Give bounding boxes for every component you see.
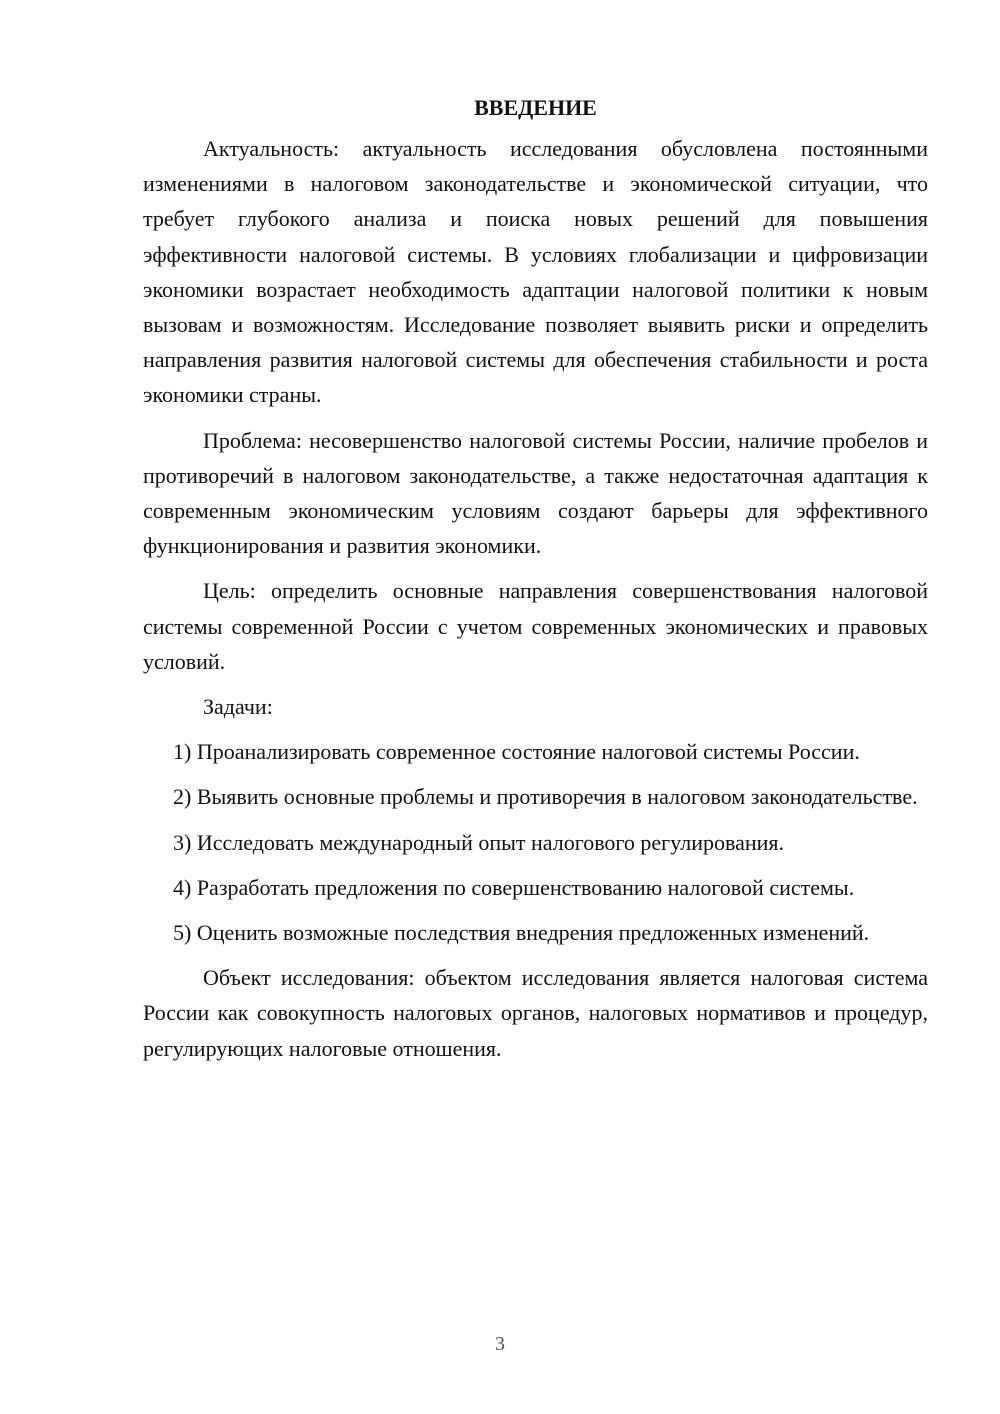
task-item-2: 2) Выявить основные проблемы и противоречия в налоговом законодательстве. [173, 784, 918, 810]
task-item-4: 4) Разработать предложения по совершенствованию налоговой системы. [173, 874, 855, 900]
object-paragraph: Объект исследования: объектом исследования является налоговая система России как совокупность налоговых органов, налоговых нормативов и процедур, регулирующих налоговые отношения. [143, 965, 928, 1061]
problem-paragraph: Проблема: несовершенство налоговой системы России, наличие пробелов и противоречий в налоговом законодательстве, а также недостаточная адаптация к современным экономическим условиям создают барьеры для эффективного функционирования и развития экономики. [143, 427, 928, 559]
goal-paragraph: Цель: определить основные направления совершенствования налоговой системы современной России с учетом современных экономических и правовых условий. [143, 578, 928, 674]
task-item-1: 1) Проанализировать современное состояние налоговой системы России. [173, 739, 860, 765]
document-page [143, 90, 928, 1066]
task-item-3: 3) Исследовать международный опыт налогового регулирования. [173, 829, 785, 855]
page-title: ВВЕДЕНИЕ [474, 95, 597, 120]
tasks-heading: Задачи: [203, 694, 273, 720]
page-number: 3 [495, 1333, 505, 1355]
task-item-5: 5) Оценить возможные последствия внедрения предложенных изменений. [173, 920, 870, 946]
relevance-paragraph: Актуальность: актуальность исследования обусловлена постоянными изменениями в налоговом законодательстве и экономической ситуации, что требует глубокого анализа и поиска новых решений для повышения эффективности налоговой системы. В условиях глобализации и цифровизации экономики возрастает необходимость адаптации налоговой политики к новым вызовам и возможностям. Исследование позволяет выявить риски и определить направления развития налоговой системы для обеспечения стабильности и роста экономики страны. [143, 136, 928, 408]
